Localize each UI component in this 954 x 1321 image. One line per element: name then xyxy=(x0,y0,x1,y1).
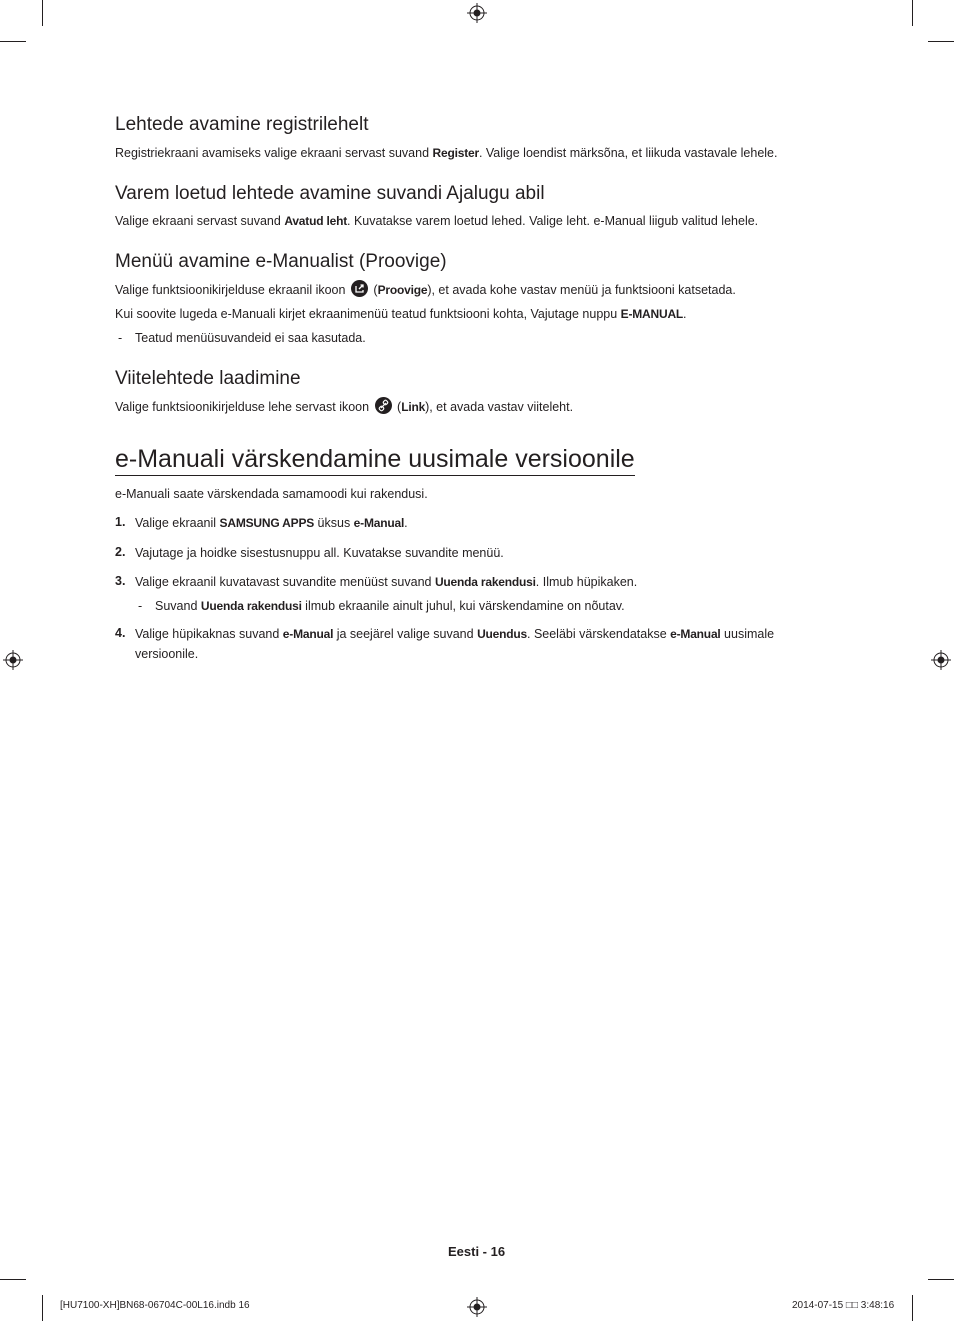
try-note-dash: - xyxy=(118,331,123,345)
step-number: 1. xyxy=(115,515,126,529)
step-number: 3. xyxy=(115,574,126,588)
page-number: Eesti - 16 xyxy=(448,1244,506,1259)
share-arrow-icon xyxy=(351,280,368,297)
crop-mark-top-left-horizontal xyxy=(0,41,26,42)
link-term: Link xyxy=(401,400,426,414)
emanual-button-term: E-MANUAL xyxy=(620,307,684,321)
update-intro: e-Manuali saate värskendada samamoodi kui rakendusi. xyxy=(115,487,428,501)
try-text-line1: Valige funktsioonikirjelduse ekraanil ikoon (Proovige), et avada kohe vastav menüü ja funktsiooni katsetada. xyxy=(115,282,736,299)
try-text-line2: Kui soovite lugeda e-Manuali kirjet ekraanimenüü teatud funktsiooni kohta, Vajutage nuppu E-MANUAL. xyxy=(115,307,687,321)
crop-mark-top-left-vertical xyxy=(42,0,43,26)
link-heading: Viitelehtede laadimine xyxy=(115,368,301,389)
file-info: [HU7100-XH]BN68-06704C-00L16.indb 16 xyxy=(60,1300,250,1311)
update-title: e-Manuali värskendamine uusimale versioonile xyxy=(115,444,635,476)
crop-mark-bottom-right-vertical xyxy=(912,1295,913,1321)
try-heading: Menüü avamine e-Manualist (Proovige) xyxy=(115,251,447,272)
step-1-text: Valige ekraanil SAMSUNG APPS üksus e-Manual. xyxy=(135,516,408,530)
step-3-note: Suvand Uuenda rakendusi ilmub ekraanile ainult juhul, kui värskendamine on nõutav. xyxy=(155,599,625,613)
registration-target-icon xyxy=(467,1297,487,1317)
try-note: Teatud menüüsuvandeid ei saa kasutada. xyxy=(135,331,366,345)
link-chain-icon xyxy=(375,397,392,414)
step-4-text-line2: versioonile. xyxy=(135,647,199,661)
step-2-text: Vajutage ja hoidke sisestusnuppu all. Kuvatakse suvandite menüü. xyxy=(135,546,504,560)
history-heading: Varem loetud lehtede avamine suvandi Ajalugu abil xyxy=(115,183,545,204)
registration-target-icon xyxy=(3,650,23,670)
step-number: 2. xyxy=(115,545,126,559)
link-text: Valige funktsioonikirjelduse lehe servast ikoon (Link), et avada vastav viiteleht. xyxy=(115,399,573,416)
crop-mark-bottom-left-horizontal xyxy=(0,1279,26,1280)
crop-mark-bottom-right-horizontal xyxy=(928,1279,954,1280)
crop-mark-bottom-left-vertical xyxy=(42,1295,43,1321)
register-term: Register xyxy=(432,146,479,160)
step-3-text: Valige ekraanil kuvatavast suvandite menüüst suvand Uuenda rakendusi. Ilmub hüpikaken. xyxy=(135,575,638,589)
step-number: 4. xyxy=(115,626,126,640)
registration-target-icon xyxy=(931,650,951,670)
open-page-term: Avatud leht xyxy=(284,214,348,228)
history-text: Valige ekraani servast suvand Avatud leht. Kuvatakse varem loetud lehed. Valige leht. e-Manual liigub valitud lehele. xyxy=(115,214,759,228)
step-4-text: Valige hüpikaknas suvand e-Manual ja seejärel valige suvand Uuendus. Seeläbi värskendatakse e-Manual uusimale xyxy=(135,627,775,641)
registration-target-icon xyxy=(467,3,487,23)
try-term: Proovige xyxy=(377,283,428,297)
crop-mark-top-right-vertical xyxy=(912,0,913,26)
date-info: 2014-07-15 □□ 3:48:16 xyxy=(792,1300,895,1311)
registry-text: Registriekraani avamiseks valige ekraani servast suvand Register. Valige loendist märksõna, et liikuda vastavale lehele. xyxy=(115,146,778,160)
registry-heading: Lehtede avamine registrilehelt xyxy=(115,114,369,135)
crop-mark-top-right-horizontal xyxy=(928,41,954,42)
step-3-note-dash: - xyxy=(138,599,143,613)
